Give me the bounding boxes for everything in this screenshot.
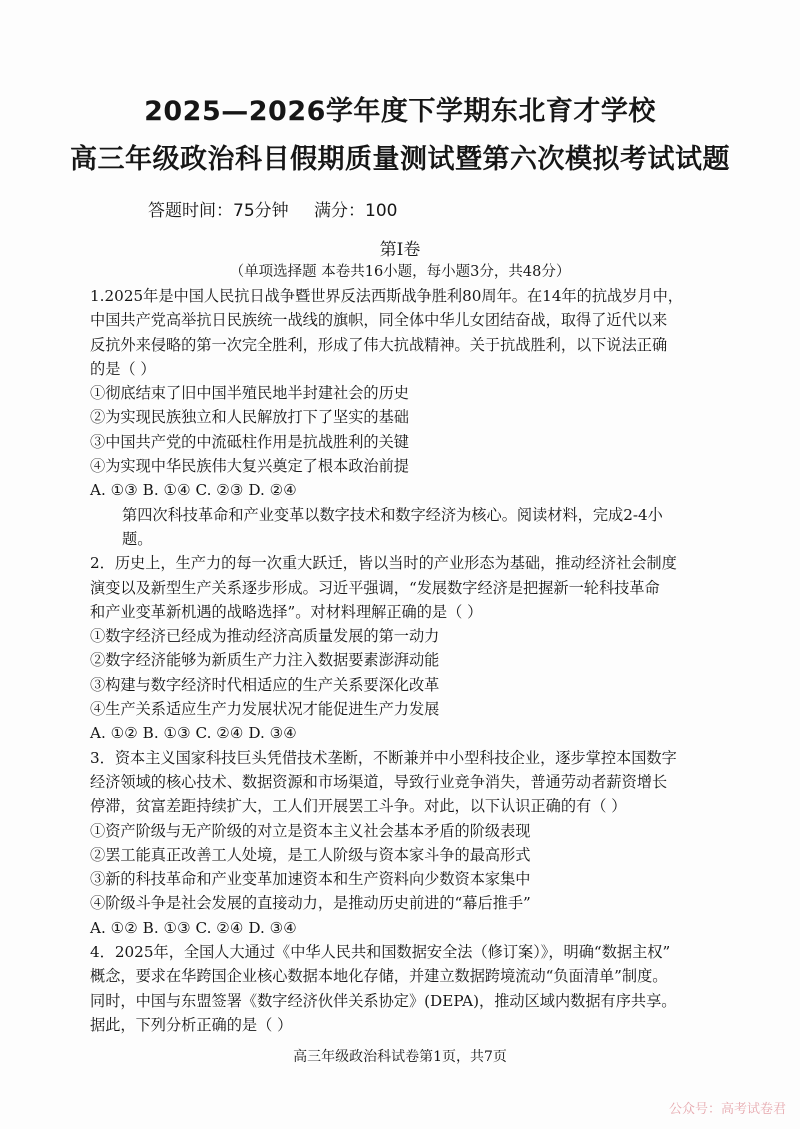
material-intro-line: 第四次科技革命和产业变革以数字技术和数字经济为核心。阅读材料，完成2-4小: [122, 505, 663, 524]
section-title: 第Ⅰ卷: [379, 240, 421, 260]
option-line: ④阶级斗争是社会发展的直接动力，是推动历史前进的“幕后推手”: [90, 894, 531, 913]
exam-title-line2: 高三年级政治科目假期质量测试暨第六次模拟考试试题: [70, 144, 730, 175]
option-line: ④为实现中华民族伟大复兴奠定了根本政治前提: [90, 457, 409, 476]
answer-choices: A. ①② B. ①③ C. ②④ D. ③④: [90, 918, 297, 937]
exam-title-line1: 2025—2026学年度下学期东北育才学校: [144, 96, 656, 127]
text-line: 概念，要求在华跨国企业核心数据本地化存储，并建立数据跨境流动“负面清单”制度。: [90, 967, 668, 986]
material-intro-line: 题。: [122, 529, 153, 548]
text-line: 3．资本主义国家科技巨头凭借技术垄断，不断兼并中小型科技企业，逐步掌控本国数字: [90, 748, 677, 767]
option-line: ③构建与数字经济时代相适应的生产关系要深化改革: [90, 675, 440, 694]
question-content: [90, 284, 730, 1037]
option-line: ②数字经济能够为新质生产力注入数据要素澎湃动能: [90, 651, 440, 670]
text-line: 4．2025年，全国人大通过《中华人民共和国数据安全法（修订案）》，明确“数据主权”: [90, 943, 671, 962]
exam-meta: [148, 200, 418, 222]
option-line: ③中国共产党的中流砥柱作用是抗战胜利的关键: [90, 432, 409, 451]
option-line: ④生产关系适应生产力发展状况才能促进生产力发展: [90, 700, 440, 719]
answer-time: 答题时间：75分钟: [148, 201, 289, 221]
page-footer: 高三年级政治科试卷第1页，共7页: [293, 1049, 507, 1065]
option-line: ②为实现民族独立和人民解放打下了坚实的基础: [90, 408, 409, 427]
text-line: 据此，下列分析正确的是（ ）: [90, 1015, 293, 1034]
option-line: ①资产阶级与无产阶级的对立是资本主义社会基本矛盾的阶级表现: [90, 821, 531, 840]
answer-choices: A. ①③ B. ①④ C. ②③ D. ②④: [90, 481, 297, 500]
text-line: 经济领域的核心技术、数据资源和市场渠道，导致行业竞争消失，普通劳动者薪资增长: [90, 772, 668, 791]
text-line: 2．历史上，生产力的每一次重大跃迁，皆以当时的产业形态为基础，推动经济社会制度: [90, 554, 677, 573]
text-line: 和产业变革新机遇的战略选择”。对材料理解正确的是（ ）: [90, 602, 483, 621]
option-line: ②罢工能真正改善工人处境，是工人阶级与资本家斗争的最高形式: [90, 845, 531, 864]
answer-choices: A. ①② B. ①③ C. ②④ D. ③④: [90, 724, 297, 743]
text-line: 中国共产党高举抗日民族统一战线的旗帜，同全体中华儿女团结奋战，取得了近代以来: [90, 311, 668, 330]
text-line: 同时，中国与东盟签署《数字经济伙伴关系协定》(DEPA)，推动区域内数据有序共享。: [90, 991, 677, 1010]
option-line: ③新的科技革命和产业变革加速资本和生产资料向少数资本家集中: [90, 870, 531, 889]
text-line: 的是（ ）: [90, 359, 156, 378]
option-line: ①彻底结束了旧中国半殖民地半封建社会的历史: [90, 384, 409, 403]
full-score: 满分：100: [314, 201, 398, 221]
watermark: 公众号：高考试卷君: [668, 1102, 786, 1117]
section-instruction: （单项选择题 本卷共16小题，每小题3分，共48分）: [229, 264, 571, 280]
text-line: 1.2025年是中国人民抗日战争暨世界反法西斯战争胜利80周年。在14年的抗战岁月中，: [90, 287, 683, 305]
text-line: 停滞，贫富差距持续扩大，工人们开展罢工斗争。对此，以下认识正确的有（ ）: [90, 797, 627, 816]
text-line: 演变以及新型生产关系逐步形成。习近平强调，“发展数字经济是把握新一轮科技革命: [90, 578, 660, 597]
option-line: ①数字经济已经成为推动经济高质量发展的第一动力: [90, 627, 440, 646]
text-line: 反抗外来侵略的第一次完全胜利，形成了伟大抗战精神。关于抗战胜利，以下说法正确: [90, 335, 668, 354]
